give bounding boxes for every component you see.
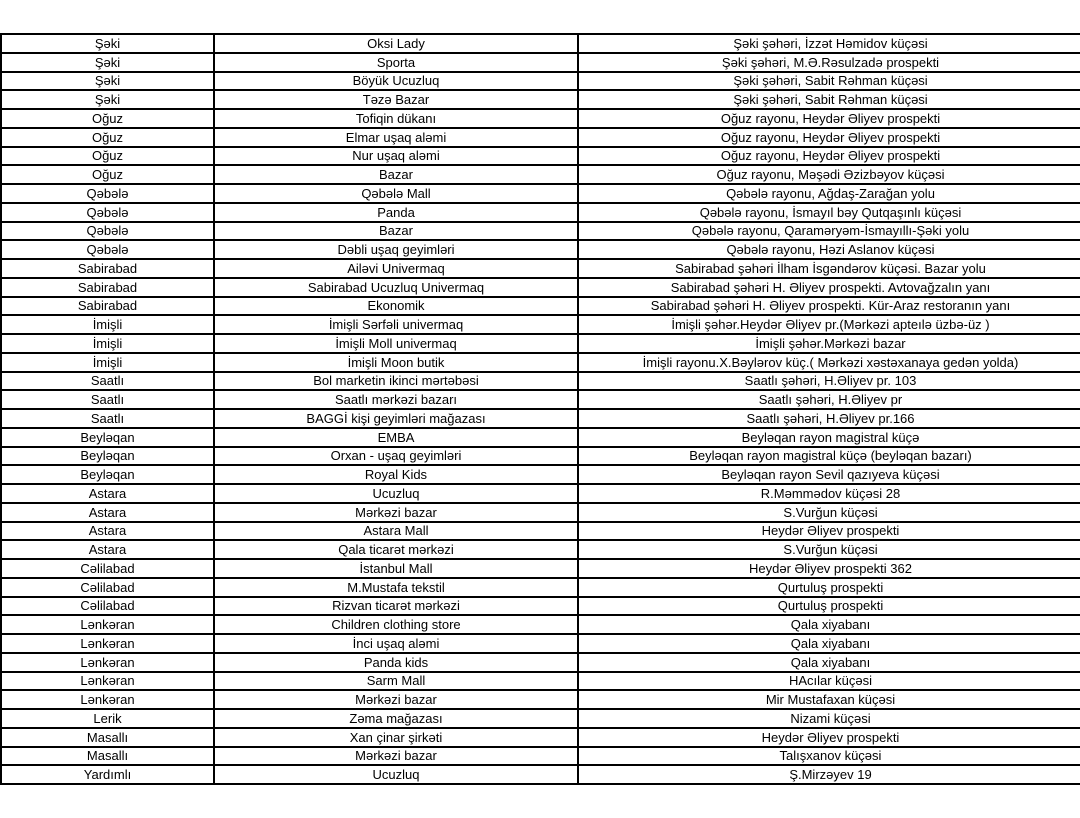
table-row [1,672,1080,691]
city-cell: Masallı [1,728,214,747]
table-row [1,428,1080,447]
city-cell: Astara [1,503,214,522]
store-cell: BAGGİ kişi geyimləri mağazası [214,409,578,428]
store-cell: Panda kids [214,653,578,672]
city-cell: Şəki [1,34,214,53]
address-cell: Beyləqan rayon magistral küçə (beyləqan bazarı) [578,447,1080,466]
table-row [1,597,1080,616]
city-cell: Sabirabad [1,297,214,316]
table-row [1,484,1080,503]
address-cell: Qəbələ rayonu, Qaraməryəm-İsmayıllı-Şəki yolu [578,222,1080,241]
city-cell: Oğuz [1,128,214,147]
table-row [1,353,1080,372]
address-cell: Mir Mustafaxan küçəsi [578,690,1080,709]
address-cell: Oğuz rayonu, Heydər Əliyev prospekti [578,109,1080,128]
city-cell: Beyləqan [1,447,214,466]
store-cell: Astara Mall [214,522,578,541]
store-cell: Rizvan ticarət mərkəzi [214,597,578,616]
store-cell: Children clothing store [214,615,578,634]
city-cell: Astara [1,522,214,541]
city-cell: Saatlı [1,372,214,391]
store-cell: Xan çinar şirkəti [214,728,578,747]
table-row [1,540,1080,559]
table-row [1,184,1080,203]
city-cell: Şəki [1,72,214,91]
table-row [1,747,1080,766]
address-cell: S.Vurğun küçəsi [578,540,1080,559]
table-row [1,72,1080,91]
address-cell: Qəbələ rayonu, Ağdaş-Zarağan yolu [578,184,1080,203]
city-cell: Sabirabad [1,278,214,297]
table-row [1,409,1080,428]
store-cell: Nur uşaq aləmi [214,147,578,166]
store-cell: Ekonomik [214,297,578,316]
city-cell: Lənkəran [1,672,214,691]
address-cell: Talışxanov küçəsi [578,747,1080,766]
table-row [1,653,1080,672]
address-cell: İmişli rayonu.X.Bəylərov küç.( Mərkəzi xəstəxanaya gedən yolda) [578,353,1080,372]
store-cell: Orxan - uşaq geyimləri [214,447,578,466]
table-row [1,315,1080,334]
store-cell: Sporta [214,53,578,72]
city-cell: Şəki [1,53,214,72]
city-cell: İmişli [1,334,214,353]
table-row [1,372,1080,391]
store-cell: Bazar [214,222,578,241]
store-cell: Oksi Lady [214,34,578,53]
store-location-table [0,33,1080,785]
address-cell: Sabirabad şəhəri H. Əliyev prospekti. Kür-Araz restoranın yanı [578,297,1080,316]
store-cell: Saatlı mərkəzi bazarı [214,390,578,409]
address-cell: Qurtuluş prospekti [578,597,1080,616]
store-cell: İmişli Sərfəli univermaq [214,315,578,334]
city-cell: Qəbələ [1,203,214,222]
address-cell: Qəbələ rayonu, İsmayıl bəy Qutqaşınlı küçəsi [578,203,1080,222]
address-cell: Şəki şəhəri, M.Ə.Rəsulzadə prospekti [578,53,1080,72]
store-cell: İstanbul Mall [214,559,578,578]
table-row [1,615,1080,634]
city-cell: Lənkəran [1,634,214,653]
address-cell: HAcılar küçəsi [578,672,1080,691]
table-row [1,447,1080,466]
table-row [1,522,1080,541]
store-cell: Royal Kids [214,465,578,484]
store-cell: Sarm Mall [214,672,578,691]
table-row [1,278,1080,297]
city-cell: Cəlilabad [1,559,214,578]
city-cell: Qəbələ [1,222,214,241]
store-cell: İmişli Moon butik [214,353,578,372]
address-cell: Ş.Mirzəyev 19 [578,765,1080,784]
store-cell: EMBA [214,428,578,447]
city-cell: Şəki [1,90,214,109]
store-cell: Təzə Bazar [214,90,578,109]
store-cell: Qala ticarət mərkəzi [214,540,578,559]
address-cell: Şəki şəhəri, Sabit Rəhman küçəsi [578,72,1080,91]
city-cell: Qəbələ [1,240,214,259]
store-cell: Tofiqin dükanı [214,109,578,128]
table-row [1,503,1080,522]
city-cell: Lənkəran [1,690,214,709]
table-row [1,334,1080,353]
city-cell: Astara [1,484,214,503]
table-row [1,634,1080,653]
store-cell: Mərkəzi bazar [214,690,578,709]
address-cell: Qala xiyabanı [578,615,1080,634]
table-row [1,128,1080,147]
address-cell: Oğuz rayonu, Məşədi Əzizbəyov küçəsi [578,165,1080,184]
table-row [1,53,1080,72]
table-row [1,34,1080,53]
store-cell: Bazar [214,165,578,184]
store-cell: Ucuzluq [214,765,578,784]
store-cell: Zəma mağazası [214,709,578,728]
city-cell: Beyləqan [1,428,214,447]
address-cell: S.Vurğun küçəsi [578,503,1080,522]
store-cell: M.Mustafa tekstil [214,578,578,597]
city-cell: İmişli [1,353,214,372]
city-cell: Masallı [1,747,214,766]
city-cell: Oğuz [1,165,214,184]
store-cell: İmişli Moll univermaq [214,334,578,353]
address-cell: Oğuz rayonu, Heydər Əliyev prospekti [578,128,1080,147]
address-cell: Beyləqan rayon Sevil qazıyeva küçəsi [578,465,1080,484]
address-cell: Qurtuluş prospekti [578,578,1080,597]
address-cell: İmişli şəhər.Heydər Əliyev pr.(Mərkəzi apteılə üzbə-üz ) [578,315,1080,334]
table-row [1,90,1080,109]
address-cell: Beyləqan rayon magistral küçə [578,428,1080,447]
table-row [1,222,1080,241]
table-row [1,559,1080,578]
city-cell: Lənkəran [1,653,214,672]
city-cell: Beyləqan [1,465,214,484]
address-cell: Heydər Əliyev prospekti 362 [578,559,1080,578]
table-row [1,147,1080,166]
store-table-body [1,34,1080,784]
address-cell: Qala xiyabanı [578,634,1080,653]
store-cell: Sabirabad Ucuzluq Univermaq [214,278,578,297]
store-cell: Mərkəzi bazar [214,747,578,766]
table-row [1,578,1080,597]
address-cell: Qala xiyabanı [578,653,1080,672]
table-row [1,259,1080,278]
address-cell: Oğuz rayonu, Heydər Əliyev prospekti [578,147,1080,166]
address-cell: İmişli şəhər.Mərkəzi bazar [578,334,1080,353]
address-cell: Saatlı şəhəri, H.Əliyev pr. 103 [578,372,1080,391]
store-cell: Dəbli uşaq geyimləri [214,240,578,259]
city-cell: Oğuz [1,109,214,128]
table-row [1,465,1080,484]
store-cell: Bol marketin ikinci mərtəbəsi [214,372,578,391]
address-cell: Heydər Əliyev prospekti [578,522,1080,541]
address-cell: Şəki şəhəri, Sabit Rəhman küçəsi [578,90,1080,109]
table-row [1,690,1080,709]
table-row [1,297,1080,316]
store-cell: İnci uşaq aləmi [214,634,578,653]
city-cell: Astara [1,540,214,559]
city-cell: Yardımlı [1,765,214,784]
table-row [1,709,1080,728]
city-cell: Saatlı [1,409,214,428]
store-cell: Qəbələ Mall [214,184,578,203]
city-cell: Saatlı [1,390,214,409]
city-cell: Sabirabad [1,259,214,278]
address-cell: Saatlı şəhəri, H.Əliyev pr [578,390,1080,409]
address-cell: Heydər Əliyev prospekti [578,728,1080,747]
table-row [1,109,1080,128]
address-cell: Şəki şəhəri, İzzət Həmidov küçəsi [578,34,1080,53]
table-row [1,390,1080,409]
address-cell: Qəbələ rayonu, Həzi Aslanov küçəsi [578,240,1080,259]
address-cell: R.Məmmədov küçəsi 28 [578,484,1080,503]
address-cell: Nizami küçəsi [578,709,1080,728]
city-cell: Cəlilabad [1,578,214,597]
city-cell: Qəbələ [1,184,214,203]
city-cell: Lerik [1,709,214,728]
address-cell: Saatlı şəhəri, H.Əliyev pr.166 [578,409,1080,428]
table-row [1,728,1080,747]
city-cell: İmişli [1,315,214,334]
store-cell: Böyük Ucuzluq [214,72,578,91]
store-cell: Mərkəzi bazar [214,503,578,522]
store-cell: Panda [214,203,578,222]
store-cell: Ucuzluq [214,484,578,503]
table-row [1,240,1080,259]
table-row [1,765,1080,784]
city-cell: Oğuz [1,147,214,166]
city-cell: Lənkəran [1,615,214,634]
address-cell: Sabirabad şəhəri İlham İsgəndərov küçəsi. Bazar yolu [578,259,1080,278]
store-cell: Ailəvi Univermaq [214,259,578,278]
table-row [1,165,1080,184]
address-cell: Sabirabad şəhəri H. Əliyev prospekti. Avtovağzalın yanı [578,278,1080,297]
table-row [1,203,1080,222]
city-cell: Cəlilabad [1,597,214,616]
store-cell: Elmar uşaq aləmi [214,128,578,147]
